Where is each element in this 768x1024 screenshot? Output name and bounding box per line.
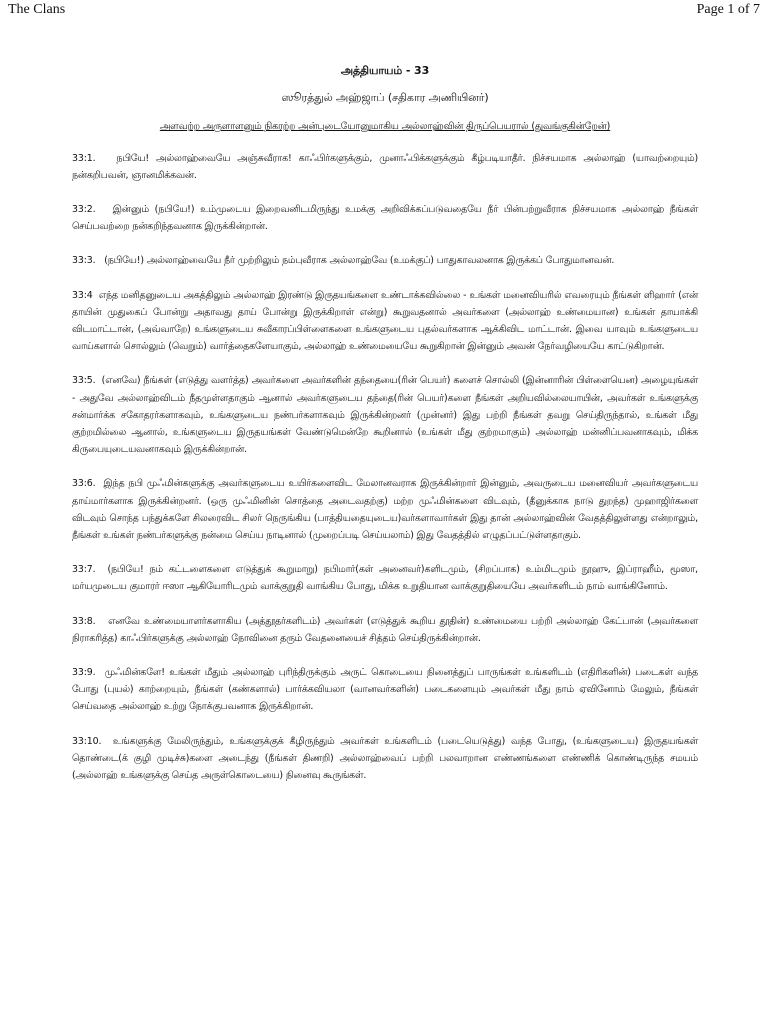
verse-list — [72, 150, 698, 785]
verse-number: 33:4 — [72, 289, 93, 301]
verse-text: உங்களுக்கு மேலிருந்தும், உங்களுக்குக் கீழிருந்தும் அவர்கள் உங்களிடம் (படையெடுத்து) வந்த போது, (உங்களுடைய) இருதயங்கள் தொண்டை(க் குழி முடிச்சு)களை அடைந்து (நீங்கள் திணறி) அல்லாஹ்வைப் பற்றி பலவாறான எண்ணங்களை எண்ணிக் கொண்டிருந்த சமயம் (அல்லாஹ் உங்களுக்கு செய்த அருள்கொடையை) நினைவு கூருங்கள். — [72, 735, 698, 782]
page-number: Page 1 of 7 — [696, 2, 760, 17]
verse — [72, 475, 698, 544]
verse — [72, 733, 698, 785]
surah-title: ஸூரத்துல் அஹ்ஜாப் (சதிகார அணியினர்) — [281, 91, 489, 105]
verse — [72, 252, 698, 269]
verse — [72, 201, 698, 235]
bismillah-line: அளவற்ற அருளாளனும் நிகரற்ற அன்புடையோனுமாகிய அல்லாஹ்வின் திருப்பெயரால் (துவங்குகின்றேன்) — [159, 121, 611, 133]
verse-number: 33:7. — [72, 564, 96, 576]
verse — [72, 561, 698, 595]
verse-text: (நபியே!) அல்லாஹ்வையே நீர் முற்றிலும் நம்புவீராக அல்லாஹ்வே (உமக்குப்) பாதுகாவலனாக இருக்கப் போதுமானவன். — [104, 255, 615, 267]
page-header — [0, 0, 768, 20]
verse — [72, 664, 698, 716]
verse — [72, 372, 698, 458]
verse-number: 33:10. — [72, 735, 102, 747]
verse-text: நபியே! அல்லாஹ்வையே அஞ்சுவீராக! காஃபிர்களுக்கும், முனாஃபிக்களுக்கும் கீழ்படியாதீர். நிச்சயமாக அல்லாஹ் (யாவற்றையும்) நன்கறிபவன், ஞானமிக்கவன். — [72, 152, 698, 181]
verse-number: 33:8. — [72, 615, 96, 627]
verse-number: 33:6. — [72, 478, 96, 490]
verse-text: (எனவே) நீங்கள் (எடுத்து வளர்த்த) அவர்களை அவர்களின் தந்தையை(ரின் பெயர்) களைச் சொல்லி (இன்னாரின் பிள்ளையென) அழையுங்கள் - அதுவே அல்லாஹ்விடம் நீதமுள்ளதாகும் ஆனால் அவர்களுடைய தந்தை(ரின் பெயர்)களை நீங்கள் அறியவில்லையாயின், அவர்கள் உங்களுக்கு சன்மார்க்க சகோதரர்களாகவும், உங்களுடைய நண்பர்களாகவும் இருக்கின்றனர் (முன்னர்) இது பற்றி நீங்கள் தவறு செய்திருந்தால், உங்கள் மீது குற்றமில்லை ஆனால், உங்களுடைய இருதயங்கள் வேண்டுமென்றே கூறினால் (உங்கள் மீது குற்றமாகும்) அல்லாஹ் மன்னிப்பவனாகவும், மிக்க கிருபையுடையவனாகவும் இருக்கின்றான். — [72, 375, 698, 456]
verse-text: (நபியே! நம் கட்டளைகளை எடுத்துக் கூறுமாறு) நபிமார்(கள் அனைவர்)களிடமும், (சிறப்பாக) உம்மிடமும் நூஹு, இப்ராஹீம், மூஸா, மர்யமுடைய குமாரர் ஈஸா ஆகியோரிடமும் வாக்குறுதி வாங்கிய போது, மிக்க உறுதியான வாக்குறுதியையே அவர்களிடம் நாம் வாங்கினோம். — [72, 564, 699, 593]
verse-number: 33:9. — [72, 667, 96, 679]
verse-number: 33:1. — [72, 152, 96, 164]
verse-text: முஃமின்களே! உங்கள் மீதும் அல்லாஹ் புரிந்திருக்கும் அருட் கொடையை நினைத்துப் பாருங்கள் உங்களிடம் (எதிரிகளின்) படைகள் வந்த போது (புயல்) காற்றையும், நீங்கள் (கண்களால்) பார்க்கவியலா (வானவர்களின்) படைகளையும் அவர்கள் மீது நாம் ஏவினோம் மேலும், நீங்கள் செய்வதை அல்லாஹ் உற்று நோக்குபவனாக இருக்கிறான். — [72, 667, 699, 713]
verse-text: எந்த மனிதனுடைய அகத்திலும் அல்லாஹ் இரண்டு இருதயங்களை உண்டாக்கவில்லை - உங்கள் மனைவியரில் எவரையும் நீங்கள் ளிஹார் (என் தாயின் முதுகைப் போன்று அதாவது தாய் போன்று இருக்கிறாள் என்று) கூறுவதனால் அவர்களை (அல்லாஹ் உண்மையான) உங்கள் தாயாக்கி விடமாட்டான், (அவ்வாறே) உங்களுடைய சுவீகாரப்பிள்ளைகளை உங்களுடைய புதல்வர்களாக ஆக்கிவிட மாட்டான். இவை யாவும் உங்களுடைய வாய்களால் சொல்லும் (வெறும்) வார்த்தைகளேயாகும், அல்லாஹ் உண்மையையே கூறுகிறான் இன்னும் அவன் நேர்வழியையே காட்டுகிறான். — [72, 289, 699, 353]
verse-number: 33:2. — [72, 204, 96, 216]
verse-number: 33:3. — [72, 255, 96, 267]
verse — [72, 150, 698, 184]
verse-number: 33:5. — [72, 375, 96, 387]
document-body — [72, 62, 698, 801]
chapter-title: அத்தியாயம் - 33 — [340, 64, 430, 77]
verse-text: எனவே உண்மையாளர்களாகிய (அத்தூதர்களிடம்) அவர்கள் (எடுத்துக் கூறிய தூதின்) உண்மையை பற்றி அல்லாஹ் கேட்பான் (அவர்களை நிராகரித்த) காஃபிர்களுக்கு அல்லாஹ் நோவினை தரும் வேதனையைச் சித்தம் செய்திருக்கின்றான். — [72, 615, 699, 644]
verse — [72, 613, 698, 647]
verse-text: இந்த நபி முஃமின்களுக்கு அவர்களுடைய உயிர்களைவிட மேலானவராக இருக்கின்றார் இன்னும், அவருடைய மனைவியர் அவர்களுடைய தாய்மார்களாக இருக்கின்றனர். (ஒரு முஃமினின் சொத்தை அடைவதற்கு) மற்ற முஃமின்களை விடவும், (தீனுக்காக நாடு துறந்த) முஹாஜிர்களை விடவும் சொந்த பந்துக்களே சிலரைவிட சிலர் நெருங்கிய (பாத்தியதையுடைய)வர்களாவார்கள் இது தான் அல்லாஹ்வின் வேதத்திலுள்ளது என்றாலும், நீங்கள் உங்கள் நண்பர்களுக்கு நன்மை செய்ய நாடினால் (முறைப்படி செய்யலாம்) இது வேதத்தில் எழுதப்பட்டுள்ளதாகும். — [72, 478, 698, 542]
verse — [72, 287, 698, 356]
header-title: The Clans — [8, 2, 66, 17]
verse-text: இன்னும் (நபியே!) உம்முடைய இறைவனிடமிருந்து உமக்கு அறிவிக்கப்படுவதையே நீர் பின்பற்றுவீராக நிச்சயமாக அல்லாஹ் நீங்கள் செய்பவற்றை நன்கறிந்தவனாக இருக்கின்றான். — [72, 204, 698, 233]
